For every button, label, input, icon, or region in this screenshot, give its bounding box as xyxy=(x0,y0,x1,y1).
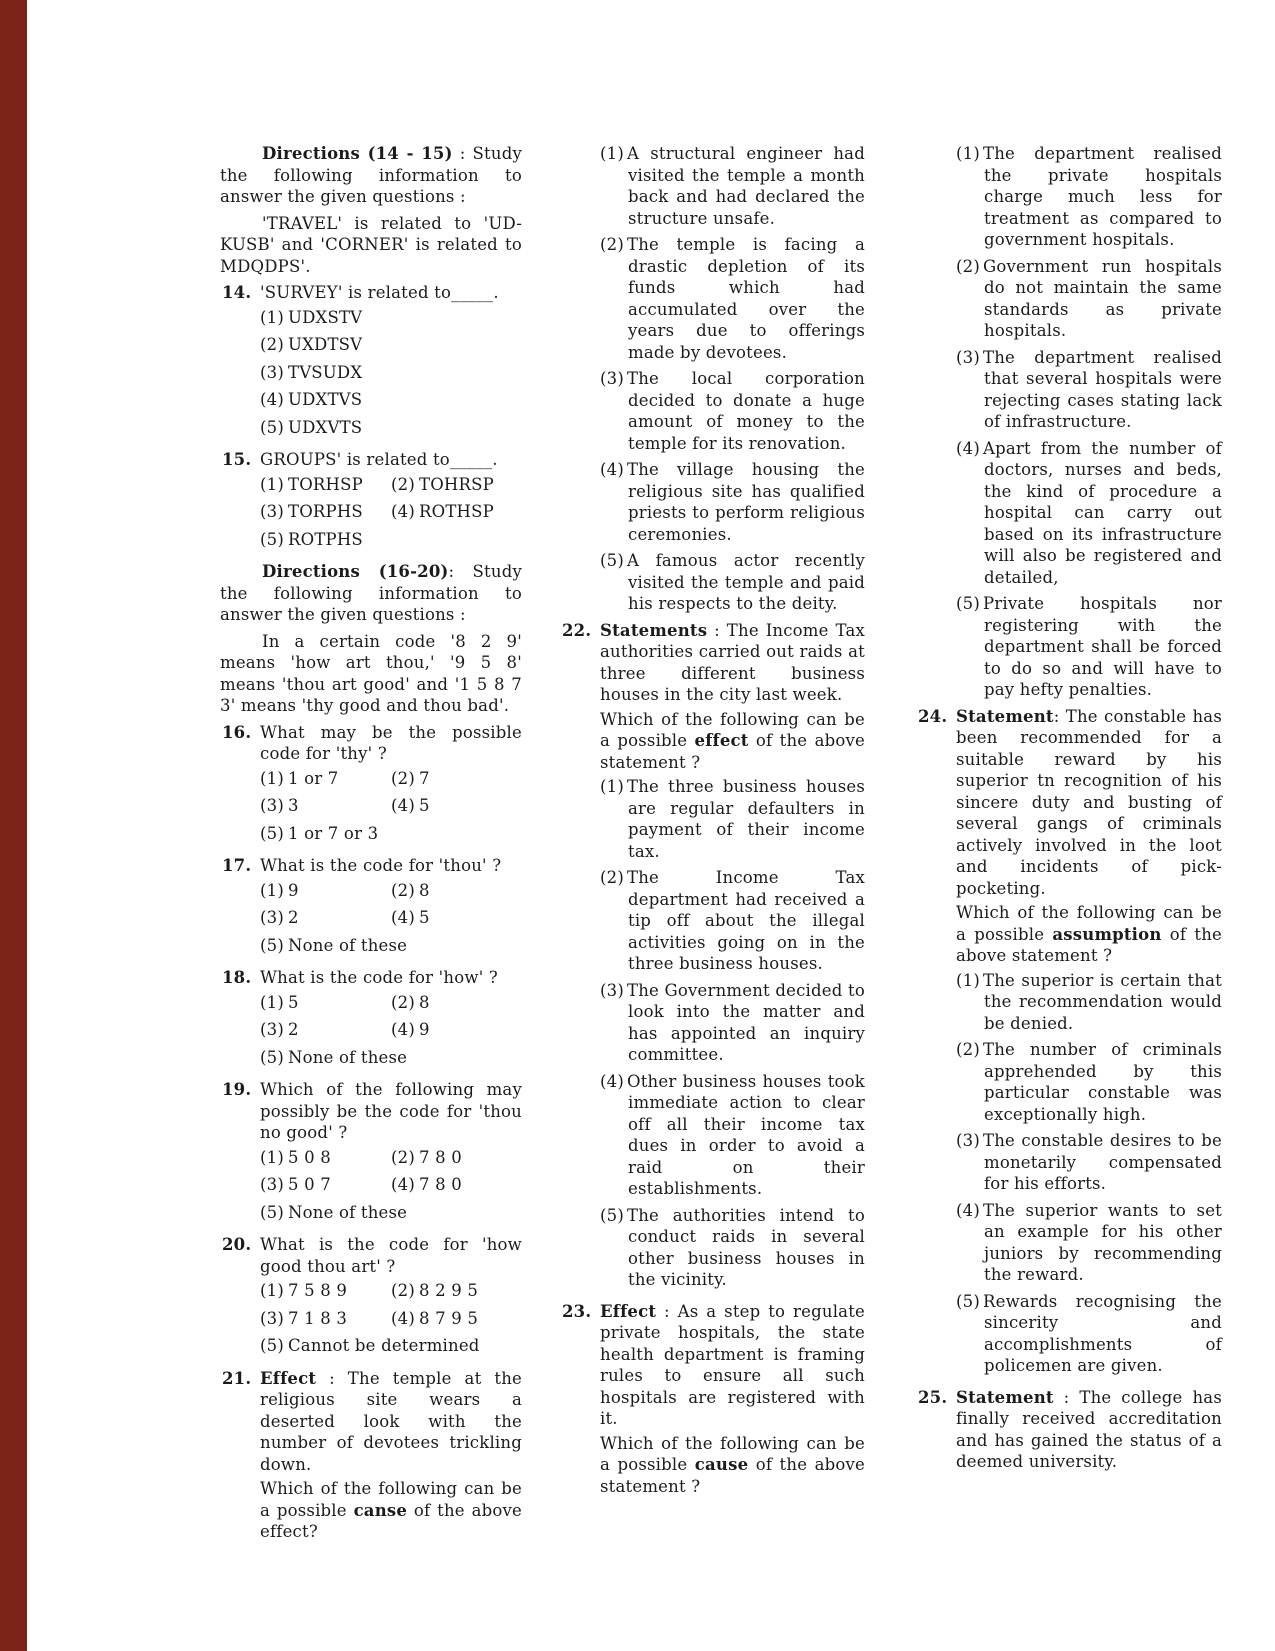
option-text: UDXSTV xyxy=(287,307,363,327)
option-text: 2 xyxy=(287,908,299,927)
option-cell xyxy=(391,880,522,902)
option-1 xyxy=(600,776,865,862)
option-label: (4) xyxy=(956,438,980,458)
option-3 xyxy=(600,368,865,454)
question-number: 20. xyxy=(222,1235,252,1254)
option-row xyxy=(260,362,522,384)
option-1 xyxy=(956,143,1222,251)
option-label: (2) xyxy=(391,1281,415,1300)
question-stem xyxy=(260,967,522,989)
text-run: : The Income Tax authorities carried out raids at three different business houses in the city last week. xyxy=(600,620,865,704)
question-number: 17. xyxy=(222,856,252,875)
question-body xyxy=(260,1368,522,1546)
column-right xyxy=(916,143,1222,1481)
option-label: (5) xyxy=(260,417,284,437)
text-run: A famous actor recently visited the temple and paid his respects to the deity. xyxy=(626,551,865,613)
option-row xyxy=(260,389,522,411)
option-row xyxy=(260,795,522,817)
directions-14-15-body xyxy=(220,213,522,278)
text-run: 'SURVEY' is related to_____. xyxy=(260,283,499,302)
text-run: The number of criminals apprehended by this particular constable was exceptionally high. xyxy=(982,1040,1222,1124)
question-23-options xyxy=(956,143,1222,701)
text-run: The authorities intend to conduct raids in several other business houses in the vicinity. xyxy=(626,1205,865,1289)
option-text: 9 xyxy=(287,880,299,900)
option-label: (1) xyxy=(956,970,980,990)
question-stem xyxy=(260,855,522,877)
question-number: 14. xyxy=(222,283,252,302)
option-row xyxy=(260,1047,522,1069)
option-cell xyxy=(391,501,522,523)
question-body xyxy=(600,1301,865,1501)
question-stem xyxy=(260,1368,522,1476)
option-5 xyxy=(956,1291,1222,1377)
bold-text-run: Effect xyxy=(600,1301,657,1321)
option-text: 9 xyxy=(418,1020,430,1039)
option-cell xyxy=(391,1174,522,1196)
text-run: What is the code for 'how' ? xyxy=(260,968,498,987)
question-21 xyxy=(220,1368,522,1546)
question-16 xyxy=(220,722,522,851)
option-4 xyxy=(600,459,865,545)
option-label: (5) xyxy=(260,1336,284,1355)
option-label: (3) xyxy=(956,347,980,367)
option-label: (3) xyxy=(600,980,624,1000)
option-label: (4) xyxy=(956,1200,980,1220)
option-text: TORPHS xyxy=(287,502,363,521)
option-text: UDXVTS xyxy=(287,417,363,437)
option-label: (2) xyxy=(391,992,415,1012)
question-body xyxy=(260,449,522,556)
option-5 xyxy=(956,593,1222,701)
option-text: 8 2 9 5 xyxy=(418,1281,479,1300)
question-stem xyxy=(956,706,1222,900)
option-label: (1) xyxy=(600,144,624,163)
option-text: 2 xyxy=(287,1020,299,1039)
option-cell xyxy=(260,992,391,1014)
text-run: Other business houses took immediate action to clear off all their income tax dues in order to avoid a raid on their establishments. xyxy=(626,1071,865,1198)
option-text: 1 or 7 xyxy=(287,768,339,788)
text-run: : The college has finally received accreditation and has gained the status of a deemed university. xyxy=(956,1387,1222,1471)
question-stem xyxy=(260,1079,522,1144)
question-number: 21. xyxy=(222,1368,252,1388)
text-run: The department realised that several hospitals were rejecting cases stating lack of infrastructure. xyxy=(982,347,1222,431)
option-label: (4) xyxy=(391,502,415,521)
option-text: Cannot be determined xyxy=(287,1336,480,1355)
option-4 xyxy=(600,1071,865,1200)
option-cell xyxy=(391,1019,522,1041)
option-cell xyxy=(260,1335,522,1357)
question-body xyxy=(956,1387,1222,1476)
option-row xyxy=(260,1174,522,1196)
option-cell xyxy=(391,768,522,790)
option-label: (2) xyxy=(391,880,415,900)
option-text: 5 0 7 xyxy=(287,1175,331,1194)
question-body xyxy=(260,967,522,1074)
option-cell xyxy=(391,1147,522,1169)
text-run: : Study the following information to answer the given questions : xyxy=(220,562,522,624)
option-label: (2) xyxy=(600,235,624,254)
option-label: (2) xyxy=(391,474,415,494)
question-20 xyxy=(220,1234,522,1363)
question-15 xyxy=(220,449,522,556)
option-cell xyxy=(260,795,391,817)
option-label: (4) xyxy=(260,390,284,409)
text-run: 'TRAVEL' is related to 'UD-KUSB' and 'CORNER' is related to MDQDPS'. xyxy=(220,213,522,276)
option-label: (3) xyxy=(260,1308,284,1328)
option-cell xyxy=(260,907,391,929)
option-row xyxy=(260,1202,522,1224)
option-label: (1) xyxy=(600,777,624,796)
bold-text-run: Statements xyxy=(600,620,708,640)
question-body xyxy=(956,706,1222,1382)
option-row xyxy=(260,474,522,496)
option-cell xyxy=(260,935,522,957)
page-spine-bar xyxy=(0,0,27,1651)
text-run: of the above statement ? xyxy=(600,731,865,772)
option-row xyxy=(260,1147,522,1169)
text-run: Rewards recognising the sincerity and accomplishments of policemen are given. xyxy=(982,1291,1222,1375)
option-text: 3 xyxy=(287,796,299,815)
option-text: 5 xyxy=(418,796,430,815)
option-cell xyxy=(260,1019,391,1041)
option-text: UXDTSV xyxy=(287,335,363,354)
option-2 xyxy=(600,234,865,363)
option-text: 8 xyxy=(418,880,430,900)
text-run: of the above statement ? xyxy=(956,924,1223,965)
option-text: TOHRSP xyxy=(418,474,494,494)
option-cell xyxy=(391,992,522,1014)
option-label: (3) xyxy=(600,369,624,388)
option-cell xyxy=(260,1280,391,1302)
option-row xyxy=(260,1308,522,1330)
option-label: (4) xyxy=(391,1175,415,1194)
directions-16-20-body xyxy=(220,631,522,717)
text-run: The superior is certain that the recommendation would be denied. xyxy=(982,970,1222,1033)
question-number: 25. xyxy=(918,1387,948,1407)
option-text: 7 xyxy=(418,768,430,788)
option-label: (2) xyxy=(260,335,284,354)
option-label: (1) xyxy=(260,992,284,1012)
text-run: Which of the following can be a possible xyxy=(600,709,865,750)
option-1 xyxy=(600,143,865,229)
option-label: (2) xyxy=(600,868,624,887)
question-number: 23. xyxy=(562,1301,592,1321)
question-22 xyxy=(560,620,865,1296)
option-cell xyxy=(391,474,522,496)
text-run: Which of the following may possibly be the code for 'thou no good' ? xyxy=(260,1080,522,1142)
bold-text-run: Statement xyxy=(956,706,1054,726)
option-cell xyxy=(260,307,522,329)
question-number: 18. xyxy=(222,968,252,987)
option-cell xyxy=(391,907,522,929)
question-21-options xyxy=(600,143,865,615)
option-cell xyxy=(260,334,522,356)
text-run: The superior wants to set an example for his other juniors by recommending the reward. xyxy=(982,1200,1222,1284)
option-label: (4) xyxy=(600,460,624,479)
option-cell xyxy=(260,823,522,845)
option-3 xyxy=(600,980,865,1066)
option-label: (1) xyxy=(260,768,284,788)
question-stem xyxy=(260,1234,522,1277)
question-body xyxy=(260,1234,522,1363)
option-cell xyxy=(260,362,522,384)
option-text: 5 xyxy=(287,992,299,1012)
question-body xyxy=(260,855,522,962)
text-run: The three business houses are regular defaulters in payment of their income tax. xyxy=(626,777,865,861)
text-run: : As a step to regulate private hospitals, the state health department is framing rules to ensure all such hospitals are registered with it. xyxy=(600,1301,865,1428)
directions-14-15 xyxy=(220,143,522,208)
question-stem xyxy=(600,1433,865,1498)
question-23 xyxy=(560,1301,865,1501)
option-label: (5) xyxy=(600,551,624,570)
option-row xyxy=(260,880,522,902)
option-row xyxy=(260,417,522,439)
option-label: (1) xyxy=(260,307,284,327)
option-label: (3) xyxy=(260,796,284,815)
option-2 xyxy=(956,1039,1222,1125)
option-label: (4) xyxy=(391,1020,415,1039)
option-row xyxy=(260,907,522,929)
text-run: The local corporation decided to donate a huge amount of money to the temple for its renovation. xyxy=(626,369,865,453)
option-label: (5) xyxy=(260,935,284,955)
question-17 xyxy=(220,855,522,962)
option-row xyxy=(260,501,522,523)
option-text: TORHSP xyxy=(287,474,363,494)
option-text: 5 0 8 xyxy=(287,1147,331,1167)
option-text: None of these xyxy=(287,1047,408,1067)
question-stem xyxy=(260,282,522,304)
option-label: (5) xyxy=(260,823,284,843)
option-label: (2) xyxy=(391,768,415,788)
text-run: Which of the following can be a possible xyxy=(956,903,1222,944)
option-label: (3) xyxy=(956,1131,980,1150)
option-row xyxy=(260,823,522,845)
option-label: (1) xyxy=(260,1147,284,1167)
option-label: (4) xyxy=(391,908,415,927)
text-run: : Study the following information to answer the given questions : xyxy=(220,144,522,206)
question-stem xyxy=(260,449,522,471)
option-cell xyxy=(391,795,522,817)
text-run: What may be the possible code for 'thy' ? xyxy=(260,722,522,763)
option-text: 1 or 7 or 3 xyxy=(287,823,379,843)
option-text: UDXTVS xyxy=(287,390,363,409)
option-cell xyxy=(260,1308,391,1330)
option-row xyxy=(260,307,522,329)
option-label: (4) xyxy=(391,1308,415,1328)
option-5 xyxy=(600,1205,865,1291)
option-label: (5) xyxy=(956,594,980,613)
question-19 xyxy=(220,1079,522,1229)
option-text: 8 xyxy=(418,992,430,1012)
text-run: What is the code for 'how good thou art' ? xyxy=(260,1235,522,1276)
question-number: 19. xyxy=(222,1080,252,1099)
question-stem xyxy=(600,620,865,706)
bold-text-run: cause xyxy=(694,1455,749,1474)
option-text: 7 8 0 xyxy=(418,1147,462,1167)
option-text: TVSUDX xyxy=(287,362,363,382)
option-2 xyxy=(600,867,865,975)
option-text: 7 1 8 3 xyxy=(287,1308,348,1328)
option-cell xyxy=(391,1308,522,1330)
option-3 xyxy=(956,347,1222,433)
question-stem xyxy=(600,709,865,774)
option-label: (5) xyxy=(600,1205,624,1225)
text-run: The Government decided to look into the matter and has appointed an inquiry committee. xyxy=(626,980,865,1064)
option-text: 7 5 8 9 xyxy=(287,1281,348,1300)
option-cell xyxy=(391,1280,522,1302)
option-row xyxy=(260,529,522,551)
option-label: (4) xyxy=(391,796,415,815)
option-cell xyxy=(260,417,522,439)
question-number: 24. xyxy=(918,706,948,726)
option-cell xyxy=(260,501,391,523)
question-body xyxy=(260,282,522,444)
text-run: Apart from the number of doctors, nurses and beds, the kind of procedure a hospital can carry out based on its infrastructure will also be registered and detailed, xyxy=(982,438,1222,587)
question-body xyxy=(260,722,522,851)
bold-text-run: Effect xyxy=(260,1368,317,1388)
question-25 xyxy=(916,1387,1222,1476)
option-label: (3) xyxy=(260,502,284,521)
option-label: (5) xyxy=(956,1291,980,1311)
text-run: In a certain code '8 2 9' means 'how art thou,' '9 5 8' means 'thou art good' and '1 5 8 7 3' means 'thy good and thou bad'. xyxy=(220,631,522,715)
option-label: (2) xyxy=(956,256,980,276)
text-run: of the above effect? xyxy=(260,1500,522,1541)
text-run: Government run hospitals do not maintain the same standards as private hospitals. xyxy=(982,256,1222,340)
option-cell xyxy=(260,1202,522,1224)
option-3 xyxy=(956,1130,1222,1195)
option-label: (4) xyxy=(600,1071,624,1091)
text-run: The village housing the religious site has qualified priests to perform religious ceremonies. xyxy=(626,460,865,544)
directions-16-20 xyxy=(220,561,522,626)
question-number: 15. xyxy=(222,450,252,469)
option-text: ROTPHS xyxy=(287,529,363,549)
question-stem xyxy=(260,1478,522,1543)
text-run: Which of the following can be a possible xyxy=(260,1479,522,1520)
option-cell xyxy=(260,1047,522,1069)
option-5 xyxy=(600,550,865,615)
question-stem xyxy=(956,902,1222,967)
option-label: (3) xyxy=(260,1020,284,1039)
option-label: (2) xyxy=(391,1147,415,1167)
text-run: : The constable has been recommended for a suitable reward by his superior tn recognition of his sincere duty and busting of several gangs of criminals actively involved in the loot and incidents of pick-pocketing. xyxy=(956,706,1222,898)
option-label: (5) xyxy=(260,1047,284,1067)
text-run: Private hospitals nor registering with the department shall be forced to do so and will have to pay hefty penalties. xyxy=(982,594,1222,699)
text-run: Which of the following can be a possible xyxy=(600,1433,865,1474)
option-label: (3) xyxy=(260,362,284,382)
option-label: (1) xyxy=(956,144,980,163)
option-text: 5 xyxy=(418,908,430,927)
bold-text-run: Statement xyxy=(956,1387,1054,1407)
column-middle xyxy=(560,143,865,1505)
option-label: (3) xyxy=(260,1175,284,1194)
text-run: The department realised the private hospitals charge much less for treatment as compared to government hospitals. xyxy=(982,144,1222,249)
question-stem xyxy=(260,722,522,765)
option-cell xyxy=(260,389,522,411)
question-stem xyxy=(600,1301,865,1430)
question-14 xyxy=(220,282,522,444)
option-cell xyxy=(260,1174,391,1196)
option-label: (2) xyxy=(956,1040,980,1059)
text-run: A structural engineer had visited the temple a month back and had declared the structure unsafe. xyxy=(626,144,865,228)
option-4 xyxy=(956,438,1222,589)
option-cell xyxy=(260,880,391,902)
question-body xyxy=(260,1079,522,1229)
option-cell xyxy=(260,529,522,551)
option-2 xyxy=(956,256,1222,342)
bold-text-run: canse xyxy=(353,1500,408,1520)
option-label: (5) xyxy=(260,529,284,549)
text-run: : The temple at the religious site wears a deserted look with the number of devotees trickling down. xyxy=(260,1368,522,1474)
option-text: ROTHSP xyxy=(418,502,494,521)
bold-text-run: Directions (16-20) xyxy=(262,562,449,581)
option-row xyxy=(260,935,522,957)
text-run: The Income Tax department had received a tip off about the illegal activities going on in the three business houses. xyxy=(626,868,865,973)
bold-text-run: assumption xyxy=(1052,924,1162,944)
option-row xyxy=(260,334,522,356)
option-row xyxy=(260,768,522,790)
option-cell xyxy=(260,1147,391,1169)
option-cell xyxy=(260,768,391,790)
option-text: None of these xyxy=(287,935,408,955)
option-label: (1) xyxy=(260,1281,284,1300)
text-run: The constable desires to be monetarily compensated for his efforts. xyxy=(982,1131,1222,1193)
bold-text-run: effect xyxy=(694,731,749,750)
question-number: 22. xyxy=(562,620,592,640)
text-run: GROUPS' is related to_____. xyxy=(260,450,498,469)
question-stem xyxy=(956,1387,1222,1473)
option-text: 7 8 0 xyxy=(418,1175,462,1194)
option-cell xyxy=(260,474,391,496)
question-24 xyxy=(916,706,1222,1382)
option-row xyxy=(260,1335,522,1357)
column-left xyxy=(220,143,522,1551)
option-label: (1) xyxy=(260,880,284,900)
option-text: None of these xyxy=(287,1202,408,1222)
question-number: 16. xyxy=(222,722,252,742)
text-run: The temple is facing a drastic depletion of its funds which had accumulated over the years due to offerings made by devotees. xyxy=(626,235,865,362)
option-text: 8 7 9 5 xyxy=(418,1308,479,1328)
question-body xyxy=(600,620,865,1296)
option-1 xyxy=(956,970,1222,1035)
option-row xyxy=(260,1280,522,1302)
option-label: (1) xyxy=(260,474,284,494)
text-run: What is the code for 'thou' ? xyxy=(260,856,502,875)
bold-text-run: Directions (14 - 15) xyxy=(262,144,453,163)
option-label: (3) xyxy=(260,908,284,927)
text-run: of the above statement ? xyxy=(600,1455,865,1496)
question-18 xyxy=(220,967,522,1074)
option-4 xyxy=(956,1200,1222,1286)
option-row xyxy=(260,1019,522,1041)
option-row xyxy=(260,992,522,1014)
option-label: (5) xyxy=(260,1202,284,1222)
